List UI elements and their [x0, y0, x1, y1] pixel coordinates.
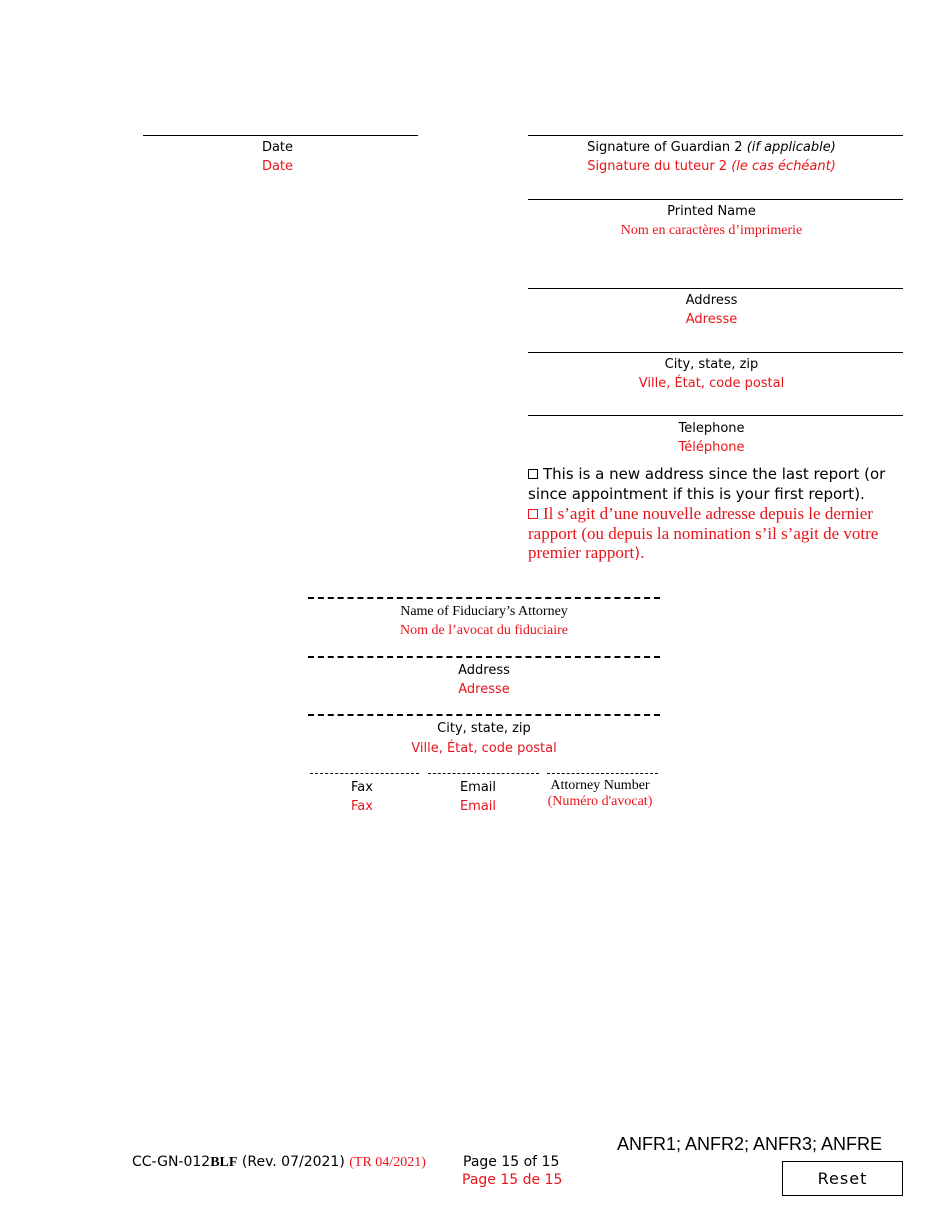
guardian2-signature-text-fr: Signature du tuteur 2: [587, 159, 732, 174]
guardian2-address-label-fr: Adresse: [685, 312, 738, 327]
guardian2-telephone-line[interactable]: [528, 415, 903, 416]
new-address-checkbox[interactable]: [528, 469, 538, 479]
guardian2-signature-note: (if applicable): [746, 140, 836, 155]
fax-label-fr: Fax: [351, 799, 373, 814]
date-label: Date: [261, 140, 294, 155]
attorney-name-line[interactable]: [308, 597, 660, 599]
email-label: Email: [459, 780, 497, 795]
form-translation-revision: (TR 04/2021): [349, 1155, 426, 1170]
reset-button[interactable]: Reset: [782, 1161, 903, 1196]
new-address-text: This is a new address since the last report (or since appointment if this is your first report).: [528, 465, 886, 503]
attorney-address-label: Address: [458, 663, 510, 678]
guardian2-signature-note-fr: (le cas échéant): [731, 159, 836, 174]
printed-name-line[interactable]: [528, 199, 903, 200]
attorney-name-label: Name of Fiduciary’s Attorney: [400, 604, 568, 619]
form-revision: (Rev. 07/2021): [237, 1154, 350, 1170]
fax-label: Fax: [351, 780, 373, 795]
new-address-text-fr-end: ).: [634, 544, 645, 562]
new-address-option-fr[interactable]: [528, 504, 903, 564]
attorney-name-label-fr: Nom de l’avocat du fiduciaire: [400, 623, 568, 638]
guardian2-city-label-fr: Ville, État, code postal: [638, 376, 785, 391]
form-id: [132, 1153, 426, 1172]
date-line: [143, 135, 418, 136]
attorney-city-line[interactable]: [308, 714, 660, 716]
guardian2-telephone-label-fr: Téléphone: [678, 440, 745, 455]
attorney-address-line[interactable]: [308, 656, 660, 658]
attorney-number-label-fr: (Numéro d'avocat): [547, 794, 653, 809]
fax-line[interactable]: [310, 773, 419, 774]
date-label-fr: Date: [261, 159, 294, 174]
guardian2-city-label: City, state, zip: [664, 357, 759, 372]
email-line[interactable]: [428, 773, 539, 774]
email-label-fr: Email: [459, 799, 497, 814]
printed-name-label-fr: Nom en caractères d’imprimerie: [620, 223, 803, 238]
guardian2-signature-line[interactable]: [528, 135, 903, 136]
attorney-number-label: Attorney Number: [550, 778, 650, 793]
guardian2-address-label: Address: [685, 293, 738, 308]
guardian2-signature-text: Signature of Guardian 2: [587, 140, 747, 155]
guardian2-signature-label-fr: [528, 157, 895, 176]
attorney-city-label-fr: Ville, État, code postal: [411, 741, 557, 756]
field-codes: ANFR1; ANFR2; ANFR3; ANFRE: [617, 1134, 883, 1154]
new-address-option[interactable]: [528, 464, 903, 504]
printed-name-label: Printed Name: [667, 204, 756, 219]
new-address-checkbox-fr[interactable]: [528, 509, 538, 519]
guardian2-city-line[interactable]: [528, 352, 903, 353]
page-number: Page 15 of 15: [463, 1154, 560, 1170]
attorney-city-label: City, state, zip: [437, 721, 531, 736]
attorney-address-label-fr: Adresse: [458, 682, 510, 697]
guardian2-address-line[interactable]: [528, 288, 903, 289]
new-address-text-fr: Il s’agit d’une nouvelle adresse depuis le dernier rapport (ou depuis la nomination s’il s’agit de votre premier rapport: [528, 504, 879, 562]
form-code: CC-GN-012: [132, 1154, 211, 1170]
guardian2-telephone-label: Telephone: [678, 421, 745, 436]
attorney-number-line[interactable]: [547, 773, 658, 774]
form-code-suffix: BLF: [210, 1155, 238, 1170]
guardian2-signature-label: [528, 138, 895, 157]
page-number-fr: Page 15 de 15: [462, 1172, 563, 1188]
